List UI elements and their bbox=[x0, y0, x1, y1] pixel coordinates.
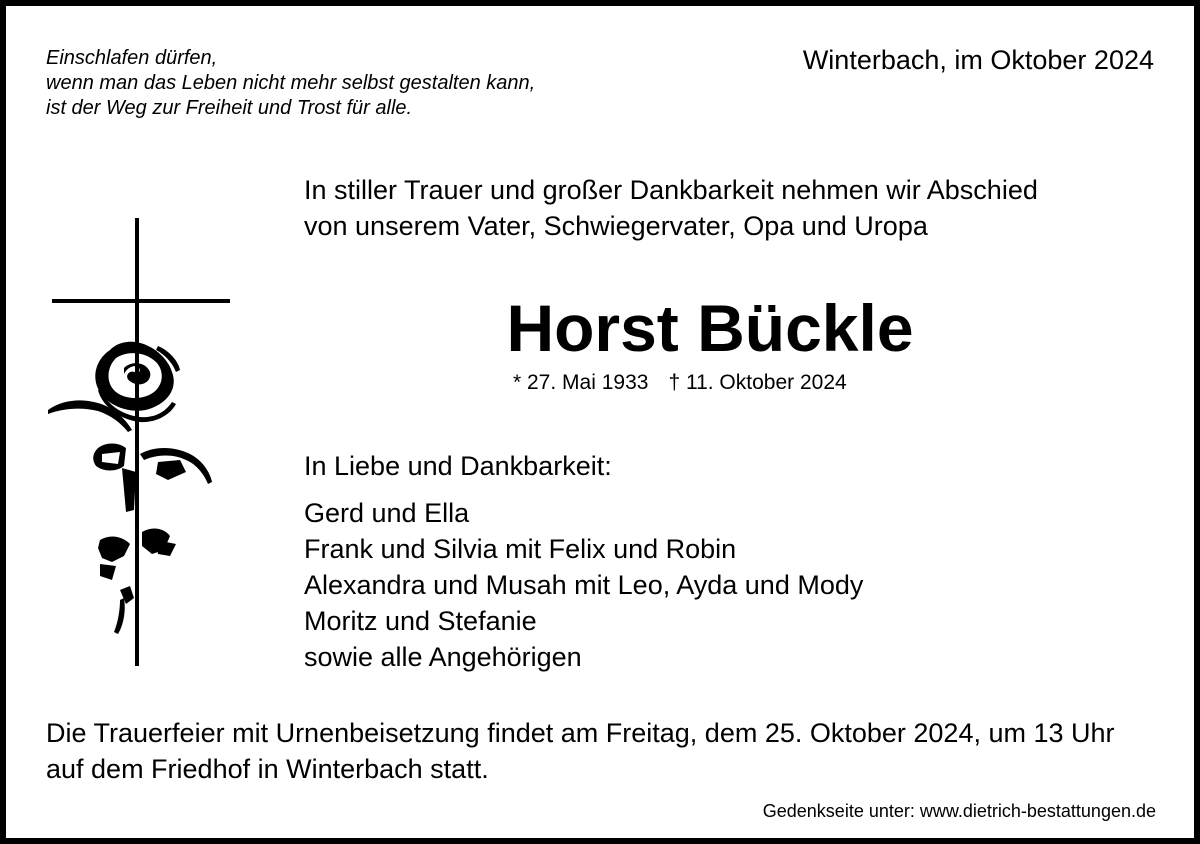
place-date: Winterbach, im Oktober 2024 bbox=[802, 45, 1154, 75]
death-date: † 11. Oktober 2024 bbox=[668, 371, 847, 394]
mourner-entry: Moritz und Stefanie bbox=[304, 606, 537, 636]
quote-line: wenn man das Leben nicht mehr selbst gestalten kann, bbox=[46, 72, 536, 94]
mourner-entry: Alexandra und Musah mit Leo, Ayda und Mody bbox=[304, 570, 864, 600]
intro-text bbox=[304, 172, 1038, 244]
intro-line: In stiller Trauer und großer Dankbarkeit nehmen wir Abschied bbox=[304, 175, 1038, 205]
mourner-entry: sowie alle Angehörigen bbox=[304, 642, 582, 672]
quote-line: Einschlafen dürfen, bbox=[46, 47, 218, 69]
mourners-list bbox=[304, 495, 863, 675]
memorial-page-link: Gedenkseite unter: www.dietrich-bestattungen.de bbox=[762, 801, 1156, 821]
life-dates bbox=[513, 371, 847, 395]
quote-line: ist der Weg zur Freiheit und Trost für alle. bbox=[46, 97, 413, 119]
ceremony-info: Die Trauerfeier mit Urnenbeisetzung findet am Freitag, dem 25. Oktober 2024, um 13 Uhr auf dem Friedhof in Winterbach statt. bbox=[46, 718, 1115, 784]
deceased-name: Horst Bückle bbox=[506, 291, 914, 365]
intro-line: von unserem Vater, Schwiegervater, Opa und Uropa bbox=[304, 211, 928, 241]
birth-date: * 27. Mai 1933 bbox=[513, 371, 649, 394]
mourner-entry: Gerd und Ella bbox=[304, 498, 470, 528]
mourner-entry: Frank und Silvia mit Felix und Robin bbox=[304, 534, 737, 564]
cross-with-rose-icon bbox=[40, 210, 240, 670]
thanks-heading: In Liebe und Dankbarkeit: bbox=[304, 451, 612, 481]
quote-block bbox=[46, 46, 535, 121]
